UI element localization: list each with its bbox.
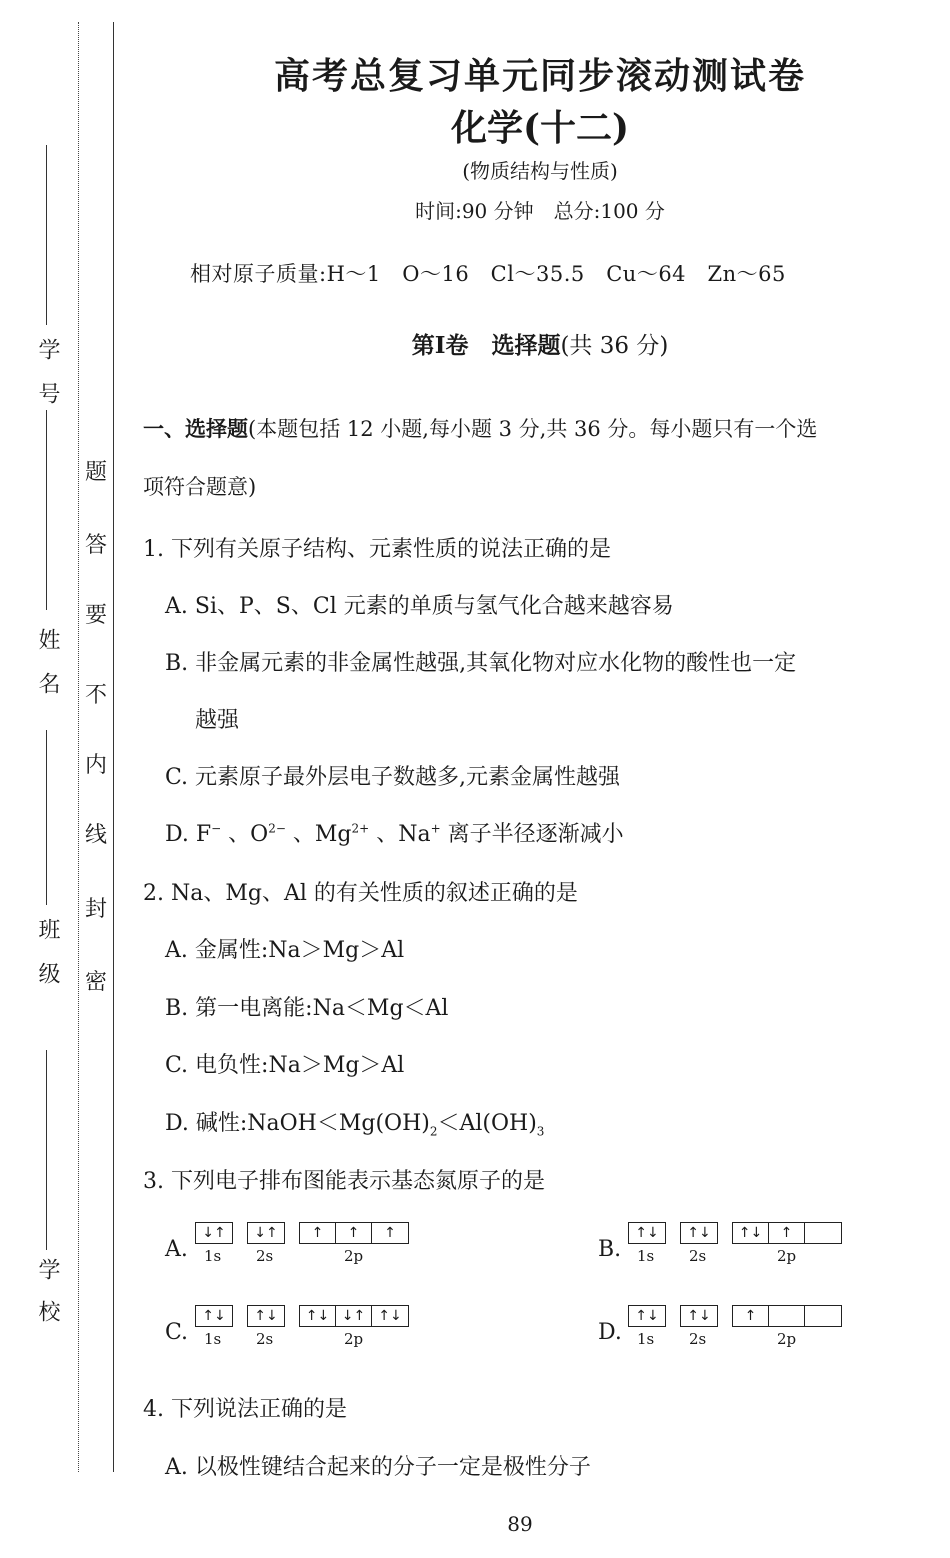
- orbital-cell: ↓↑: [254, 1225, 278, 1241]
- question-2-option-a: A. 金属性:Na＞Mg＞Al: [165, 938, 405, 963]
- sublevel-label: 1s: [637, 1247, 655, 1265]
- orbital-option-label: A.: [165, 1237, 188, 1262]
- sublevel-label: 2p: [777, 1247, 797, 1265]
- orbital-box-2p: [732, 1305, 842, 1327]
- seal-char: 封: [84, 897, 107, 922]
- sublevel-label: 1s: [204, 1330, 222, 1348]
- orbital-box-2p: [299, 1222, 409, 1244]
- exam-subject: 化学(十二): [450, 107, 630, 149]
- question-2-option-c: C. 电负性:Na＞Mg＞Al: [165, 1053, 405, 1078]
- seal-char: 题: [84, 460, 107, 485]
- page-number: 89: [507, 1512, 533, 1536]
- orbital-box-1s: [195, 1222, 233, 1244]
- orbital-box-2s: [680, 1305, 718, 1327]
- orbital-cell: ↑↓: [300, 1306, 336, 1326]
- field-line: [46, 730, 47, 905]
- field-label: 姓名: [35, 628, 60, 716]
- sublevel-label: 2p: [344, 1330, 364, 1348]
- orbital-cell: ↑↓: [254, 1308, 278, 1324]
- orbital-box-2p: [299, 1305, 409, 1327]
- sublevel-label: 1s: [637, 1330, 655, 1348]
- seal-char: 答: [84, 533, 107, 558]
- sublevel-label: 2s: [256, 1330, 274, 1348]
- field-label: 学校: [35, 1258, 60, 1342]
- orbital-cell: ↑: [300, 1223, 336, 1243]
- sublevel-label: 1s: [204, 1247, 222, 1265]
- question-3-stem: 3. 下列电子排布图能表示基态氮原子的是: [143, 1169, 545, 1194]
- orbital-cell: ↑↓: [687, 1308, 711, 1324]
- question-2-stem: 2. Na、Mg、Al 的有关性质的叙述正确的是: [143, 881, 578, 906]
- orbital-cell: ↑↓: [202, 1308, 226, 1324]
- orbital-option-label: D.: [598, 1320, 622, 1345]
- orbital-cell: ↑: [733, 1306, 769, 1326]
- orbital-cell: ↓↑: [336, 1306, 372, 1326]
- orbital-cell: ↑↓: [378, 1308, 402, 1324]
- question-2-option-d: D. 碱性$:NaOH<Mg(OH)_2<Al(OH)_3$: [165, 1111, 545, 1139]
- orbital-cell: ↑↓: [635, 1308, 659, 1324]
- orbital-box-1s: [628, 1305, 666, 1327]
- section-heading: 一、选择题(本题包括 12 小题,每小题 3 分,共 36 分。每小题只有一个选: [143, 416, 818, 441]
- field-line: [46, 410, 47, 610]
- question-4-stem: 4. 下列说法正确的是: [143, 1397, 347, 1422]
- binding-line: [113, 22, 114, 1472]
- orbital-cell: ↑↓: [733, 1223, 769, 1243]
- orbital-cell: [769, 1306, 805, 1326]
- field-label: 学号: [35, 338, 60, 426]
- orbital-cell: ↑: [336, 1223, 372, 1243]
- orbital-cell: [805, 1306, 841, 1326]
- question-1-option-c: C. 元素原子最外层电子数越多,元素金属性越强: [165, 765, 621, 790]
- field-line: [46, 1050, 47, 1250]
- orbital-box-1s: [195, 1305, 233, 1327]
- question-1-option-a: A. Si、P、S、Cl 元素的单质与氢气化合越来越容易: [165, 594, 674, 619]
- orbital-box-1s: [628, 1222, 666, 1244]
- orbital-cell: ↓↑: [202, 1225, 226, 1241]
- orbital-cell: ↑↓: [635, 1225, 659, 1241]
- sublevel-label: 2p: [777, 1330, 797, 1348]
- orbital-cell: ↑: [769, 1223, 805, 1243]
- question-1-option-b-cont: 越强: [195, 708, 240, 733]
- section-heading-cont: 项符合题意): [143, 475, 257, 499]
- field-label: 班级: [35, 918, 60, 1006]
- orbital-option-label: C.: [165, 1320, 189, 1345]
- seal-char: 内: [84, 753, 107, 778]
- orbital-option-label: B.: [598, 1237, 622, 1262]
- exam-title: 高考总复习单元同步滚动测试卷: [273, 55, 806, 97]
- seal-char: 线: [84, 823, 107, 848]
- sublevel-label: 2s: [689, 1330, 707, 1348]
- sublevel-label: 2p: [344, 1247, 364, 1265]
- orbital-cell: ↑: [384, 1225, 396, 1241]
- orbital-box-2s: [247, 1222, 285, 1244]
- exam-topic: (物质结构与性质): [462, 159, 618, 183]
- seal-char: 密: [84, 970, 107, 995]
- part-title: 第Ⅰ卷 选择题(共 36 分): [411, 332, 669, 359]
- question-1-option-b: B. 非金属元素的非金属性越强,其氧化物对应水化物的酸性也一定: [165, 651, 797, 676]
- question-1-stem: 1. 下列有关原子结构、元素性质的说法正确的是: [143, 537, 611, 562]
- cut-line-dotted: [78, 22, 79, 1472]
- seal-char: 不: [84, 683, 107, 708]
- orbital-box-2p: [732, 1222, 842, 1244]
- question-4-option-a: A. 以极性键结合起来的分子一定是极性分子: [165, 1455, 591, 1480]
- question-2-option-b: B. 第一电离能:Na＜Mg＜Al: [165, 996, 449, 1021]
- orbital-box-2s: [680, 1222, 718, 1244]
- orbital-cell: [805, 1223, 841, 1243]
- sublevel-label: 2s: [256, 1247, 274, 1265]
- orbital-box-2s: [247, 1305, 285, 1327]
- time-info: 时间:90 分钟 总分:100 分: [415, 199, 665, 223]
- seal-char: 要: [84, 603, 107, 628]
- orbital-cell: ↑↓: [687, 1225, 711, 1241]
- question-1-option-d: D. F− 、$O^{2-}$ 、$Mg^{2+}$ 、Na+ 离子半径逐渐减小: [165, 821, 624, 847]
- atomic-masses: 相对原子质量:H～1 O～16 Cl～35.5 Cu～64 Zn～65: [190, 262, 786, 286]
- sublevel-label: 2s: [689, 1247, 707, 1265]
